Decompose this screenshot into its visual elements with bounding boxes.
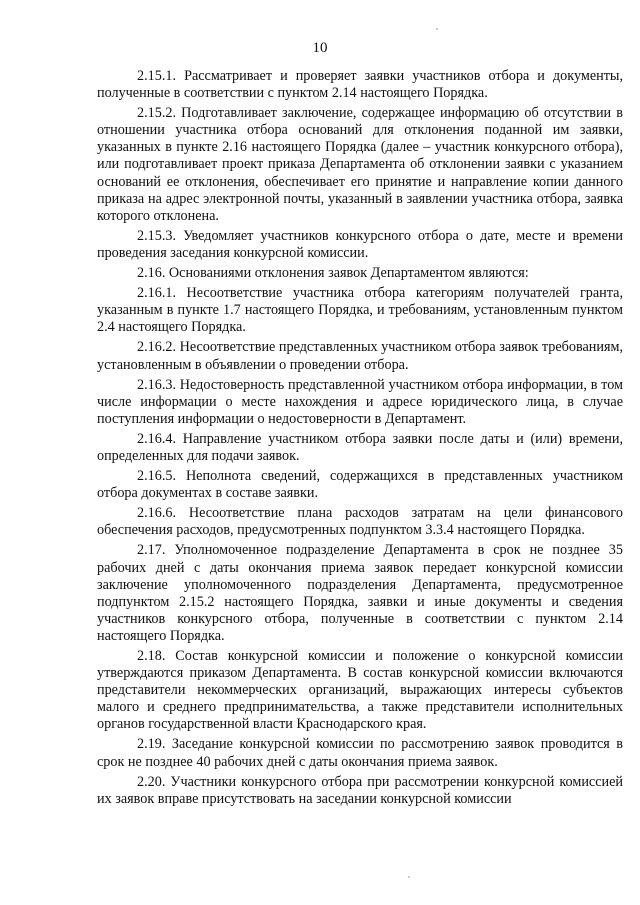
page-number: 10 bbox=[312, 40, 328, 56]
paragraph-2-15-1: 2.15.1. Рассматривает и проверяет заявки участников отбора и документы, полученные в соответствии с пунктом 2.14 настоящего Порядка. bbox=[97, 68, 623, 102]
paragraph-2-20: 2.20. Участники конкурсного отбора при рассмотрении конкурсной комиссией их заявок вправе присутствовать на заседании конкурсной комиссии bbox=[97, 773, 623, 807]
paragraph-2-16-1: 2.16.1. Несоответствие участника отбора категориям получателей гранта, указанным в пункте 1.7 настоящего Порядка, и требованиям, установленным пунктом 2.4 настоящего Порядка. bbox=[97, 285, 623, 336]
document-body bbox=[97, 68, 623, 811]
paragraph-2-16: 2.16. Основаниями отклонения заявок Департаментом являются: bbox=[137, 265, 529, 282]
paragraph-2-17: 2.17. Уполномоченное подразделение Департамента в срок не позднее 35 рабочих дней с даты окончания приема заявок передает конкурсной комиссии заключение уполномоченного подразделения Департамента, предусмотренное подпунктом 2.15.2 настоящего Порядка, заявки и иные документы и сведения участников конкурсного отбора, полученные в соответствии с пунктом 2.14 настоящего Порядка. bbox=[97, 542, 623, 644]
paragraph-2-18: 2.18. Состав конкурсной комиссии и положение о конкурсной комиссии утверждаются приказом Департамента. В состав конкурсной комиссии включаются представители некоммерческих организаций, выражающих интересы субъектов малого и среднего предпринимательства, а также представители исполнительных органов государственной власти Краснодарского края. bbox=[97, 648, 623, 733]
paragraph-2-16-3: 2.16.3. Недостоверность представленной участником отбора информации, в том числе информации о месте нахождения и адресе юридического лица, в случае поступления информации о недостоверности в Департамент. bbox=[97, 376, 623, 427]
scan-speck bbox=[408, 876, 410, 878]
paragraph-2-19: 2.19. Заседание конкурсной комиссии по рассмотрению заявок проводится в срок не позднее 40 рабочих дней с даты окончания приема заявок. bbox=[97, 736, 623, 770]
scan-speck bbox=[436, 28, 438, 30]
paragraph-2-16-6: 2.16.6. Несоответствие плана расходов затратам на цели финансового обеспечения расходов, предусмотренных подпунктом 3.3.4 настоящего Порядка. bbox=[97, 505, 623, 539]
paragraph-2-15-3: 2.15.3. Уведомляет участников конкурсного отбора о дате, месте и времени проведения заседания конкурсной комиссии. bbox=[97, 227, 623, 261]
paragraph-2-16-2: 2.16.2. Несоответствие представленных участником отбора заявок требованиям, установленным в объявлении о проведении отбора. bbox=[97, 339, 623, 373]
paragraph-2-16-5: 2.16.5. Неполнота сведений, содержащихся в представленных участником отбора документах в составе заявки. bbox=[97, 468, 623, 502]
paragraph-2-15-2: 2.15.2. Подготавливает заключение, содержащее информацию об отсутствии в отношении участника отбора оснований для отклонения поданной им заявки, указанных в пункте 2.16 настоящего Порядка (далее – участник конкурсного отбора), или подготавливает проект приказа Департамента об отклонении заявки с указанием оснований ее отклонения, обеспечивает его принятие и направление копии данного приказа на адрес электронной почты, указанный в заявлении участника отбора, заявка которого отклонена. bbox=[97, 105, 623, 224]
paragraph-2-16-4: 2.16.4. Направление участником отбора заявки после даты и (или) времени, определенных для подачи заявок. bbox=[97, 430, 623, 464]
